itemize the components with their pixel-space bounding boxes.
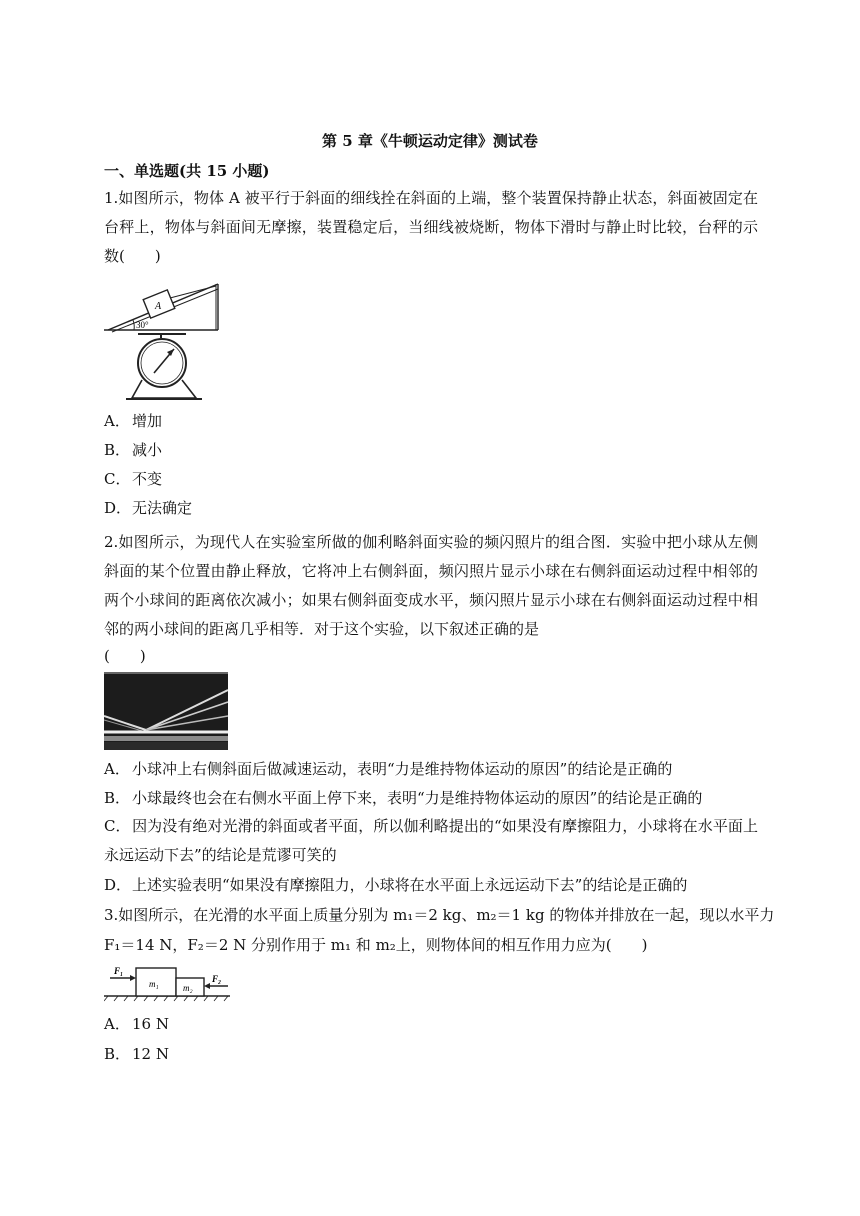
question-2-bracket: ( ) bbox=[104, 647, 146, 665]
q1-option-c[interactable]: C． 不变 bbox=[104, 470, 163, 488]
question-3-text-line1: 3.如图所示，在光滑的水平面上质量分别为 m₁＝2 kg、m₂＝1 kg 的物体并排放在一起，现以水平力 bbox=[104, 906, 775, 924]
angle-label: 30° bbox=[136, 320, 149, 330]
q2-option-d[interactable]: D．上述实验表明“如果没有摩擦阻力，小球将在水平面上永远运动下去”的结论是正确的 bbox=[104, 876, 688, 894]
q2-option-c[interactable]: C． 因为没有绝对光滑的斜面或者平面，所以伽利略提出的“如果没有摩擦阻力，小球将在水平面上永远运动下去”的结论是荒谬可笑的 bbox=[104, 817, 758, 864]
question-3-text-line2: F₁＝14 N，F₂＝2 N 分别作用于 m₁ 和 m₂上，则物体间的相互作用力应为( ) bbox=[104, 936, 648, 954]
m2-label: m₂ bbox=[183, 983, 193, 993]
q1-option-a[interactable]: A． 增加 bbox=[104, 412, 163, 430]
q2-option-b[interactable]: B． 小球最终也会在右侧水平面上停下来，表明“力是维持物体运动的原因”的结论是正确的 bbox=[104, 789, 703, 807]
q3-option-a[interactable]: A． 16 N bbox=[104, 1015, 169, 1033]
f2-label: F₂ bbox=[212, 974, 222, 984]
q1-option-d[interactable]: D．无法确定 bbox=[104, 499, 193, 517]
q1-option-b[interactable]: B． 减小 bbox=[104, 441, 163, 459]
q3-option-b[interactable]: B． 12 N bbox=[104, 1045, 169, 1063]
question-3-figure bbox=[104, 964, 230, 1004]
q2-option-a[interactable]: A． 小球冲上右侧斜面后做减速运动，表明“力是维持物体运动的原因”的结论是正确的 bbox=[104, 760, 673, 778]
question-1-figure bbox=[104, 276, 222, 404]
question-2-text: 2.如图所示，为现代人在实验室所做的伽利略斜面实验的频闪照片的组合图．实验中把小球从左侧斜面的某个位置由静止释放，它将冲上右侧斜面，频闪照片显示小球在右侧斜面运动过程中相邻的两个小球间的距离依次减小；如果右侧斜面变成水平，频闪照片显示小球在右侧斜面运动过程中相邻的两小球间的距离几乎相等．对于这个实验，以下叙述正确的是 bbox=[104, 533, 758, 638]
question-2-photo bbox=[104, 672, 228, 750]
section-heading: 一、单选题(共 15 小题) bbox=[104, 162, 270, 180]
page-title: 第 5 章《牛顿运动定律》测试卷 bbox=[322, 132, 538, 150]
f1-label: F₁ bbox=[114, 966, 124, 976]
block-a-label: A bbox=[155, 301, 162, 312]
question-1-text: 1.如图所示，物体 A 被平行于斜面的细线拴在斜面的上端，整个装置保持静止状态，斜面被固定在台秤上，物体与斜面间无摩擦，装置稳定后，当细线被烧断，物体下滑时与静止时比较，台秤的示数( ) bbox=[104, 189, 758, 265]
m1-label: m₁ bbox=[149, 979, 159, 989]
